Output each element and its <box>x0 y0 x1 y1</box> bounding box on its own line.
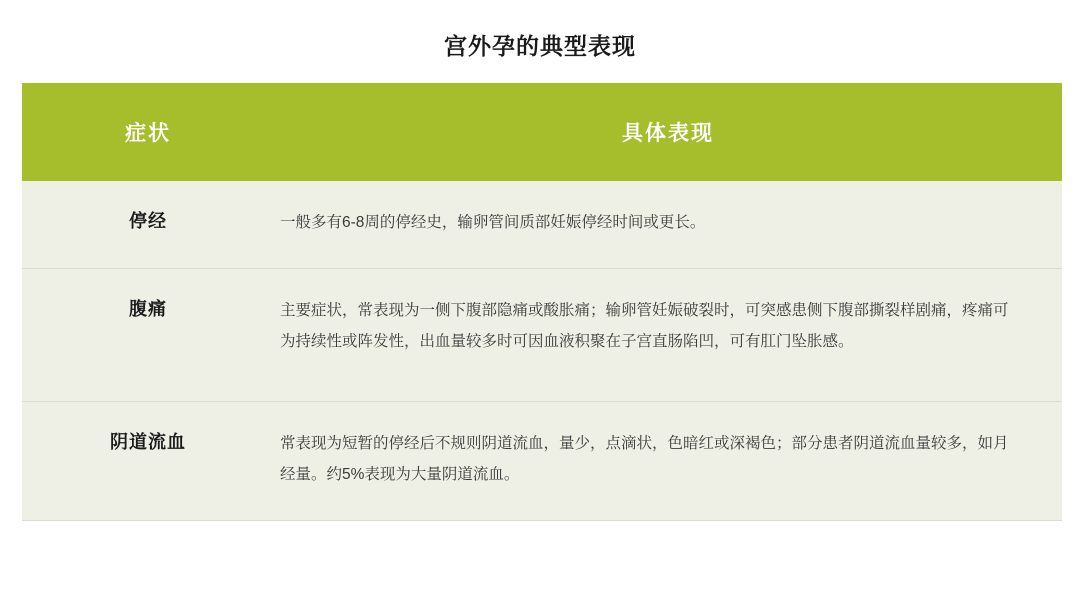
header-symptom: 症状 <box>22 83 274 181</box>
table-row <box>22 402 1062 521</box>
cell-detail: 一般多有6-8周的停经史，输卵管间质部妊娠停经时间或更长。 <box>274 181 1062 269</box>
table-body <box>22 181 1062 521</box>
symptom-table <box>22 83 1062 521</box>
table-header-row <box>22 83 1062 181</box>
cell-detail: 主要症状，常表现为一侧下腹部隐痛或酸胀痛；输卵管妊娠破裂时，可突感患侧下腹部撕裂样剧痛，疼痛可为持续性或阵发性，出血量较多时可因血液积聚在子宫直肠陷凹，可有肛门坠胀感。 <box>274 269 1062 402</box>
table-row <box>22 269 1062 402</box>
table-header <box>22 83 1062 181</box>
page-title: 宫外孕的典型表现 <box>444 33 636 59</box>
table-row <box>22 181 1062 269</box>
cell-symptom: 腹痛 <box>22 269 274 402</box>
header-detail: 具体表现 <box>274 83 1062 181</box>
bottom-spacer <box>0 521 1080 557</box>
table-container <box>22 83 1058 521</box>
cell-symptom: 阴道流血 <box>22 402 274 521</box>
cell-detail: 常表现为短暂的停经后不规则阴道流血，量少，点滴状，色暗红或深褐色；部分患者阴道流血量较多，如月经量。约5%表现为大量阴道流血。 <box>274 402 1062 521</box>
cell-symptom: 停经 <box>22 181 274 269</box>
